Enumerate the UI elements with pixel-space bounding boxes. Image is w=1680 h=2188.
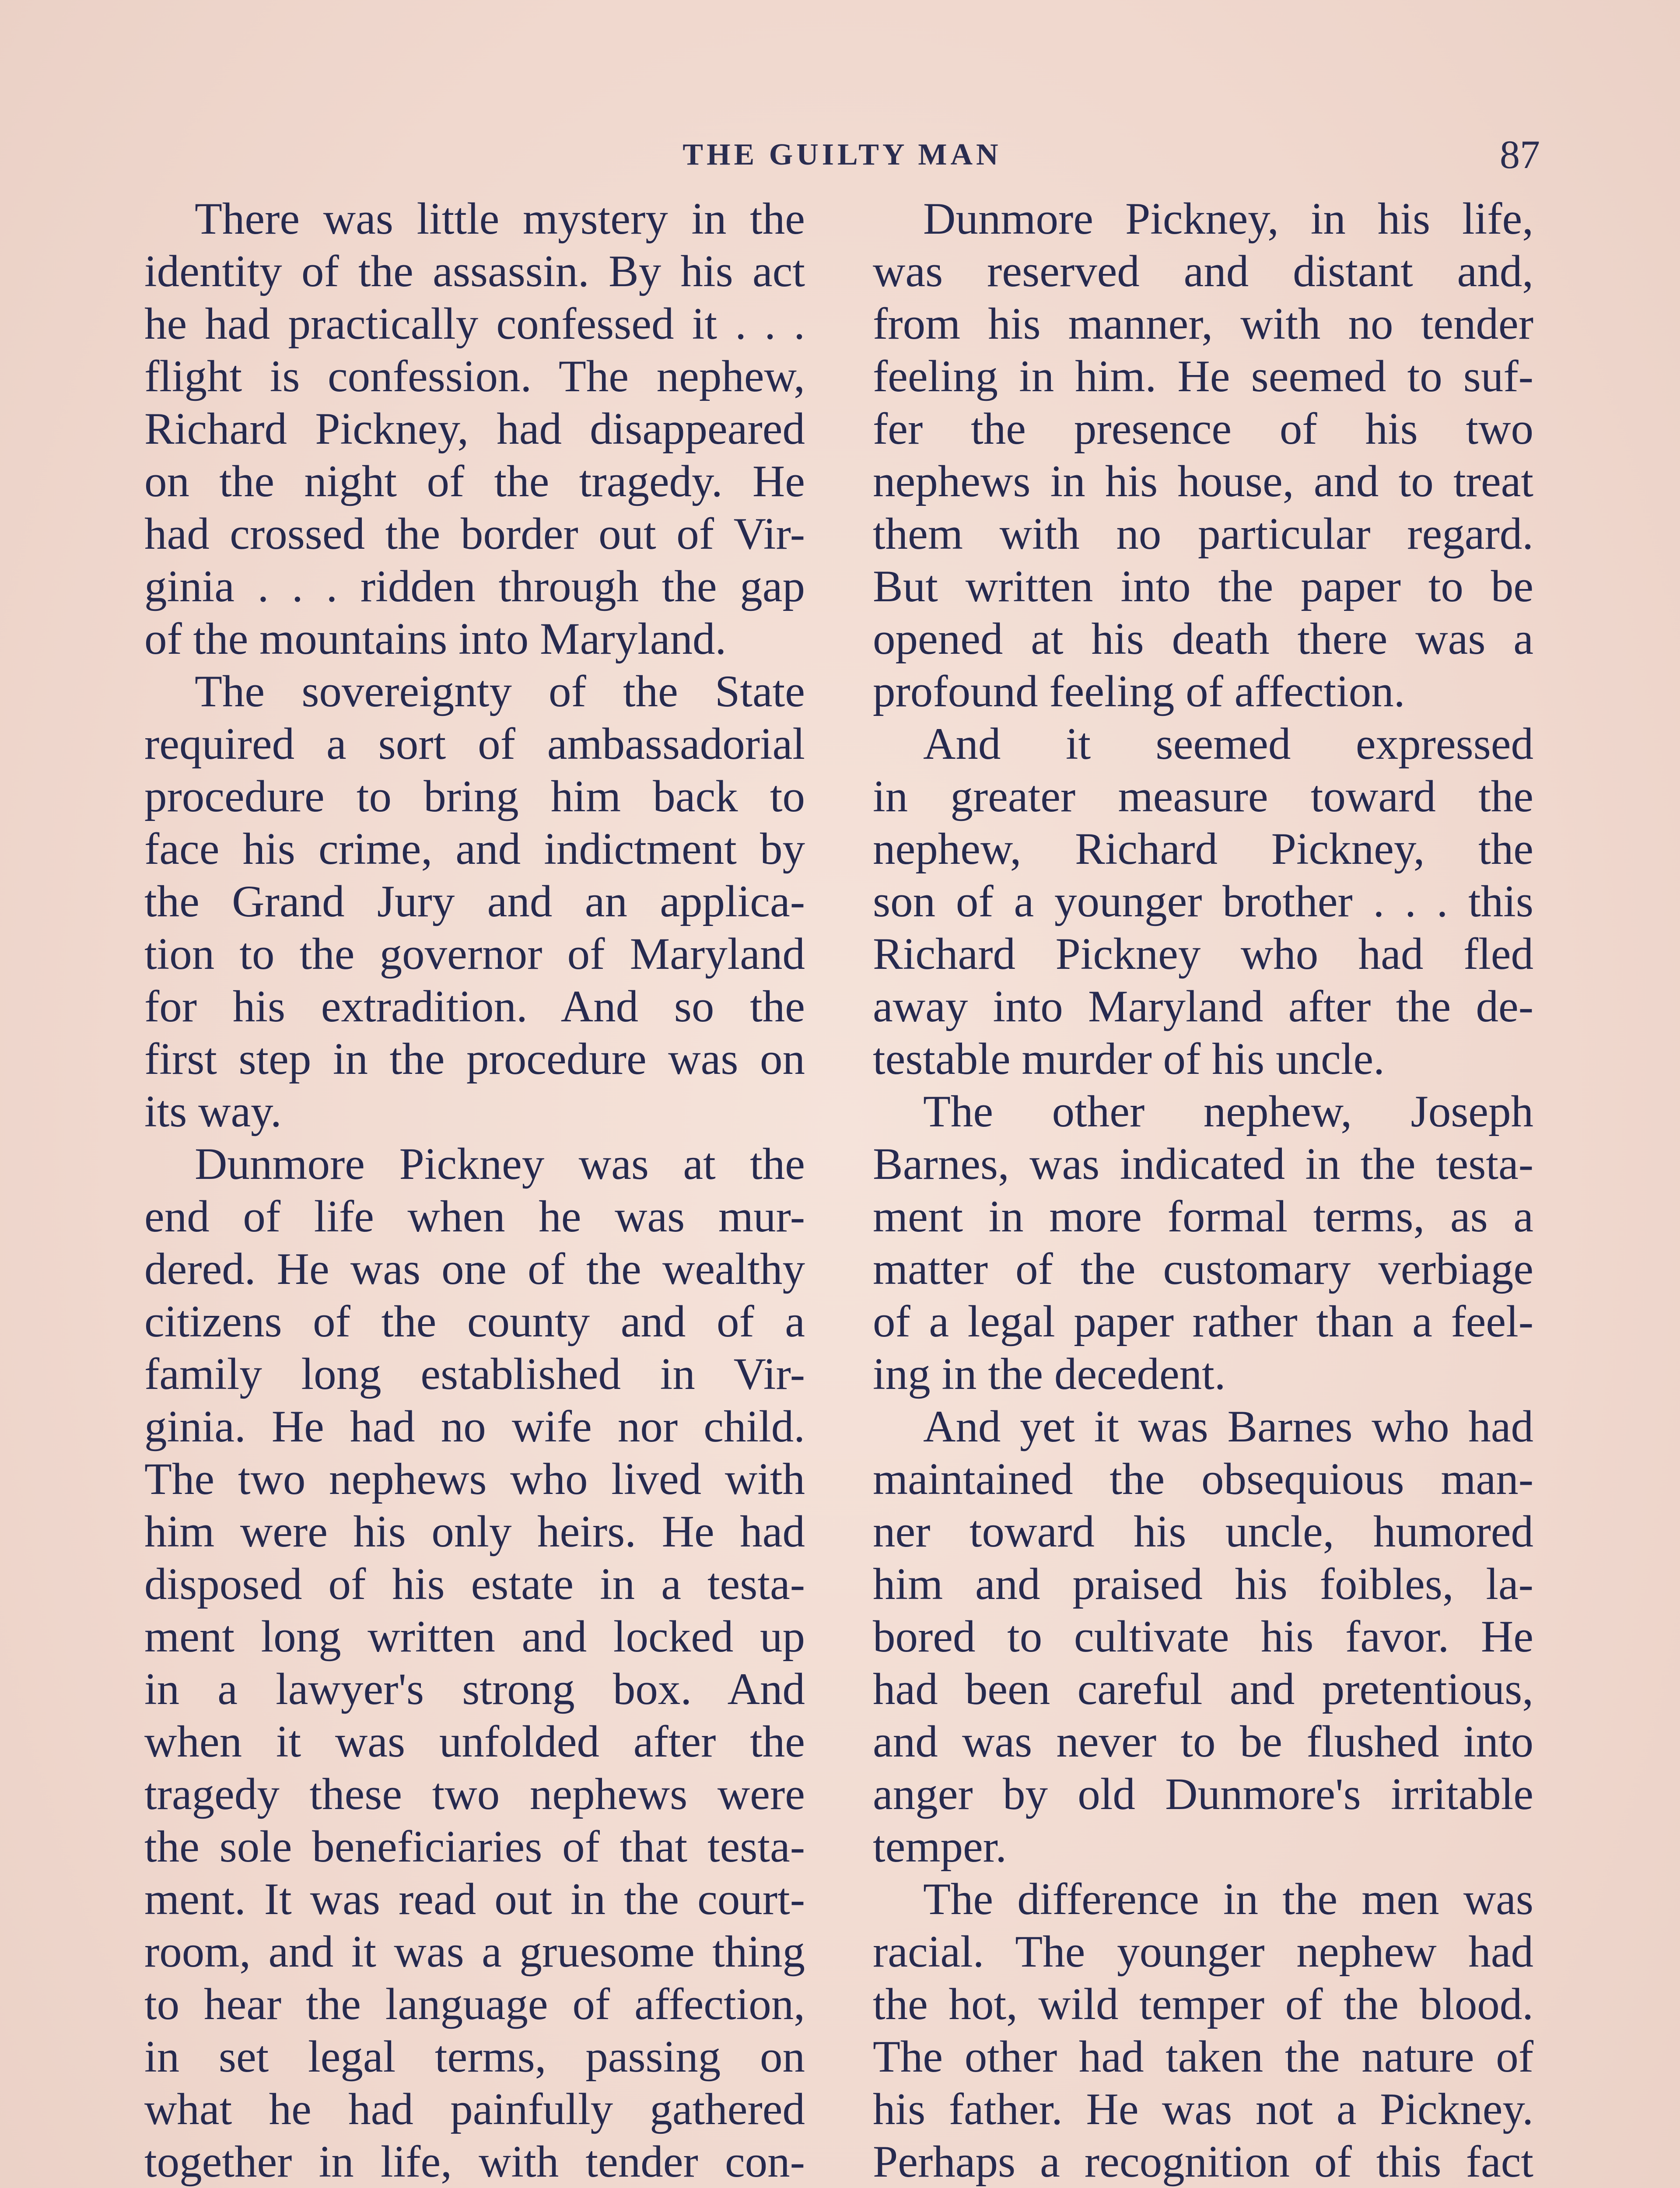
text-line: son of a younger brother . . . this xyxy=(873,877,1533,926)
text-line: The difference in the men was xyxy=(923,1874,1533,1924)
text-line: the sole beneficiaries of that testa- xyxy=(144,1822,805,1872)
text-line: tragedy these two nephews were xyxy=(144,1769,805,1819)
text-line: And it seemed expressed xyxy=(923,719,1533,769)
text-line: and was never to be flushed into xyxy=(873,1717,1533,1767)
text-line: when it was unfolded after the xyxy=(144,1717,805,1767)
text-line: was reserved and distant and, xyxy=(873,246,1533,296)
text-line: to hear the language of affection, xyxy=(144,1979,805,2029)
text-line: his father. He was not a Pickney. xyxy=(873,2084,1533,2134)
text-line: testable murder of his uncle. xyxy=(873,1034,1385,1084)
text-line: them with no particular regard. xyxy=(873,509,1533,559)
text-line: Barnes, was indicated in the testa- xyxy=(873,1139,1533,1189)
text-line: procedure to bring him back to xyxy=(144,771,805,821)
text-line: dered. He was one of the wealthy xyxy=(144,1244,805,1294)
text-line: the hot, wild temper of the blood. xyxy=(873,1979,1533,2029)
text-line: tion to the governor of Maryland xyxy=(144,929,805,979)
text-line: in a lawyer's strong box. And xyxy=(144,1664,805,1714)
text-line: Richard Pickney, had disappeared xyxy=(144,404,805,454)
text-line: of the mountains into Maryland. xyxy=(144,614,727,664)
text-line: There was little mystery in the xyxy=(195,194,805,244)
text-line: fer the presence of his two xyxy=(873,404,1533,454)
text-line: end of life when he was mur- xyxy=(144,1192,805,1241)
page-number: 87 xyxy=(1500,132,1540,177)
text-line: nephews in his house, and to treat xyxy=(873,456,1533,506)
text-line: him were his only heirs. He had xyxy=(144,1507,805,1557)
text-line: in set legal terms, passing on xyxy=(144,2032,805,2082)
text-line: identity of the assassin. By his act xyxy=(144,246,805,296)
text-line: had crossed the border out of Vir- xyxy=(144,509,805,559)
text-line: feeling in him. He seemed to suf- xyxy=(873,351,1533,401)
text-line: ginia. He had no wife nor child. xyxy=(144,1402,805,1452)
text-line: him and praised his foibles, la- xyxy=(873,1559,1533,1609)
text-line: Perhaps a recognition of this fact xyxy=(873,2137,1533,2187)
text-line: The sovereignty of the State xyxy=(195,666,805,716)
text-line: flight is confession. The nephew, xyxy=(144,351,805,401)
text-line: The two nephews who lived with xyxy=(144,1454,805,1504)
text-line: family long established in Vir- xyxy=(144,1349,805,1399)
text-line: room, and it was a gruesome thing xyxy=(144,1927,805,1977)
text-line: matter of the customary verbiage xyxy=(873,1244,1533,1294)
text-line: nephew, Richard Pickney, the xyxy=(873,824,1533,874)
text-line: on the night of the tragedy. He xyxy=(144,456,805,506)
text-line: ner toward his uncle, humored xyxy=(873,1507,1533,1557)
running-title: THE GUILTY MAN xyxy=(682,138,1002,172)
text-line: had been careful and pretentious, xyxy=(873,1664,1533,1714)
text-line: its way. xyxy=(144,1087,282,1136)
text-line: together in life, with tender con- xyxy=(144,2137,805,2187)
text-line: Dunmore Pickney was at the xyxy=(195,1139,805,1189)
text-line: required a sort of ambassadorial xyxy=(144,719,805,769)
text-line: of a legal paper rather than a feel- xyxy=(873,1297,1533,1346)
text-line: profound feeling of affection. xyxy=(873,666,1405,716)
text-line: bored to cultivate his favor. He xyxy=(873,1612,1533,1662)
text-line: face his crime, and indictment by xyxy=(144,824,805,874)
text-line: away into Maryland after the de- xyxy=(873,982,1533,1031)
text-line: The other nephew, Joseph xyxy=(923,1087,1533,1136)
text-line: what he had painfully gathered xyxy=(144,2084,805,2134)
text-line: ment in more formal terms, as a xyxy=(873,1192,1533,1241)
text-line: he had practically confessed it . . . xyxy=(144,299,805,349)
text-line: for his extradition. And so the xyxy=(144,982,805,1031)
text-line: anger by old Dunmore's irritable xyxy=(873,1769,1533,1819)
text-line: But written into the paper to be xyxy=(873,561,1533,611)
text-line: opened at his death there was a xyxy=(873,614,1533,664)
text-line: Richard Pickney who had fled xyxy=(873,929,1533,979)
text-line: ment long written and locked up xyxy=(144,1612,805,1662)
text-line: And yet it was Barnes who had xyxy=(923,1402,1533,1452)
text-line: ing in the decedent. xyxy=(873,1349,1226,1399)
left-text-column xyxy=(144,193,805,2188)
text-line: racial. The younger nephew had xyxy=(873,1927,1533,1977)
text-line: ment. It was read out in the court- xyxy=(144,1874,805,1924)
running-head xyxy=(144,131,1540,179)
text-line: citizens of the county and of a xyxy=(144,1297,805,1346)
text-line: from his manner, with no tender xyxy=(873,299,1533,349)
text-line: maintained the obsequious man- xyxy=(873,1454,1533,1504)
text-line: The other had taken the nature of xyxy=(873,2032,1533,2082)
text-line: first step in the procedure was on xyxy=(144,1034,805,1084)
text-line: disposed of his estate in a testa- xyxy=(144,1559,805,1609)
text-line: ginia . . . ridden through the gap xyxy=(144,561,805,611)
text-line: temper. xyxy=(873,1822,1007,1872)
right-text-column xyxy=(873,193,1533,2188)
text-line: Dunmore Pickney, in his life, xyxy=(923,194,1533,244)
text-line: in greater measure toward the xyxy=(873,771,1533,821)
text-line: the Grand Jury and an applica- xyxy=(144,877,805,926)
